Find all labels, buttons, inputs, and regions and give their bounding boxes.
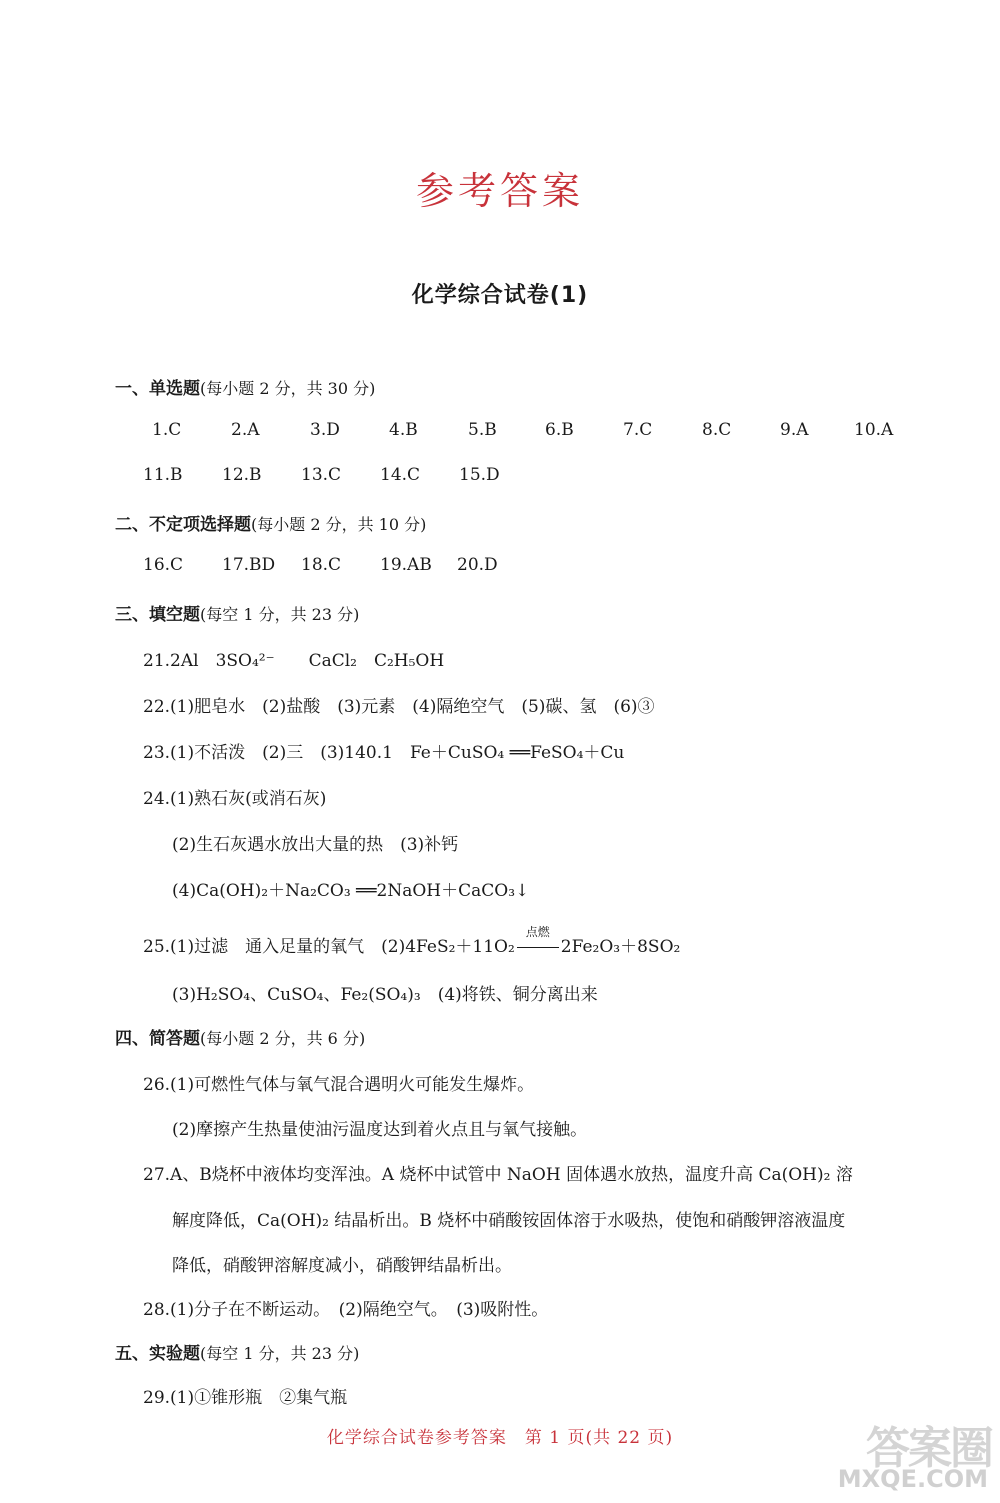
section-2-heading xyxy=(115,510,426,535)
answer-28-line: 28.(1)分子在不断运动。 (2)隔绝空气。 (3)吸附性。 xyxy=(143,1300,549,1320)
section-5-title: 五、实验题 xyxy=(115,1344,200,1364)
section-2-note: (每小题 2 分，共 10 分) xyxy=(251,515,427,534)
section-1-title: 一、单选题 xyxy=(115,379,200,399)
answer-25-reaction-left: 25.(1)过滤 通入足量的氧气 (2)4FeS₂＋11O₂ xyxy=(143,937,515,957)
answer-24-line-1: 24.(1)熟石灰(或消石灰) xyxy=(143,789,327,809)
answer-25-line-2: (3)H₂SO₄、CuSO₄、Fe₂(SO₄)₃ (4)将铁、铜分离出来 xyxy=(172,985,598,1005)
reaction-condition-label: 点燃 xyxy=(525,925,550,939)
answer-26-line-1: 26.(1)可燃性气体与氧气混合遇明火可能发生爆炸。 xyxy=(143,1075,535,1095)
answer-9: 9.A xyxy=(780,420,809,440)
section-3-title: 三、填空题 xyxy=(115,605,200,625)
section-2-title: 二、不定项选择题 xyxy=(115,515,251,535)
watermark-logo: 答案圈 xyxy=(866,1423,992,1474)
answer-12: 12.B xyxy=(222,465,262,485)
answer-17: 17.BD xyxy=(222,555,276,575)
answer-16: 16.C xyxy=(143,555,184,575)
section-4-title: 四、简答题 xyxy=(115,1029,200,1049)
answer-3: 3.D xyxy=(310,420,340,440)
page-title: 参考答案 xyxy=(415,169,584,213)
answer-19: 19.AB xyxy=(380,555,432,575)
answer-21-line: 21.2Al 3SO₄²⁻ CaCl₂ C₂H₅OH xyxy=(143,651,445,671)
answer-7: 7.C xyxy=(623,420,653,440)
answer-1: 1.C xyxy=(152,420,182,440)
answer-6: 6.B xyxy=(545,420,574,440)
answer-20: 20.D xyxy=(457,555,498,575)
section-1-heading xyxy=(115,374,375,399)
answer-27-line-1: 27.A、B烧杯中液体均变浑浊。A 烧杯中试管中 NaOH 固体遇水放热，温度升高 Ca(OH)₂ 溶 xyxy=(143,1165,853,1185)
section-1-note: (每小题 2 分，共 30 分) xyxy=(200,379,376,398)
answer-29-line: 29.(1)①锥形瓶 ②集气瓶 xyxy=(143,1388,348,1408)
answer-23-line: 23.(1)不活泼 (2)三 (3)140.1 Fe＋CuSO₄ ══FeSO₄＋Cu xyxy=(143,743,625,763)
answer-25-line-1 xyxy=(143,925,681,957)
answer-26-line-2: (2)摩擦产生热量使油污温度达到着火点且与氧气接触。 xyxy=(172,1120,588,1140)
answer-27-line-3: 降低，硝酸钾溶解度减小，硝酸钾结晶析出。 xyxy=(172,1256,512,1276)
answer-24-line-2: (2)生石灰遇水放出大量的热 (3)补钙 xyxy=(172,835,459,855)
section-5-heading xyxy=(115,1339,359,1364)
watermark-site: MXQE.COM xyxy=(837,1465,988,1493)
exam-subtitle: 化学综合试卷(1) xyxy=(411,283,589,308)
answer-4: 4.B xyxy=(389,420,418,440)
answer-27-line-2: 解度降低，Ca(OH)₂ 结晶析出。B 烧杯中硝酸铵固体溶于水吸热，使饱和硝酸钾溶液温度 xyxy=(172,1211,846,1231)
answer-25-reaction-right: 2Fe₂O₃＋8SO₂ xyxy=(560,937,681,957)
section-5-note: (每空 1 分，共 23 分) xyxy=(200,1344,360,1363)
answer-5: 5.B xyxy=(468,420,497,440)
answer-10: 10.A xyxy=(854,420,894,440)
answer-13: 13.C xyxy=(301,465,342,485)
section-3-heading xyxy=(115,600,359,625)
answer-22-line: 22.(1)肥皂水 (2)盐酸 (3)元素 (4)隔绝空气 (5)碳、氢 (6)③ xyxy=(143,697,655,717)
section-4-heading xyxy=(115,1024,365,1049)
reaction-arrow-bar xyxy=(517,947,559,948)
answer-11: 11.B xyxy=(143,465,183,485)
answer-15: 15.D xyxy=(459,465,500,485)
answer-8: 8.C xyxy=(702,420,732,440)
answer-2: 2.A xyxy=(231,420,260,440)
answer-14: 14.C xyxy=(380,465,421,485)
reaction-condition xyxy=(515,925,561,957)
page-footer: 化学综合试卷参考答案 第 1 页(共 22 页) xyxy=(326,1428,674,1448)
answer-18: 18.C xyxy=(301,555,342,575)
section-3-note: (每空 1 分，共 23 分) xyxy=(200,605,360,624)
answer-24-line-3: (4)Ca(OH)₂＋Na₂CO₃ ══2NaOH＋CaCO₃↓ xyxy=(172,881,530,901)
section-4-note: (每小题 2 分，共 6 分) xyxy=(200,1029,366,1048)
